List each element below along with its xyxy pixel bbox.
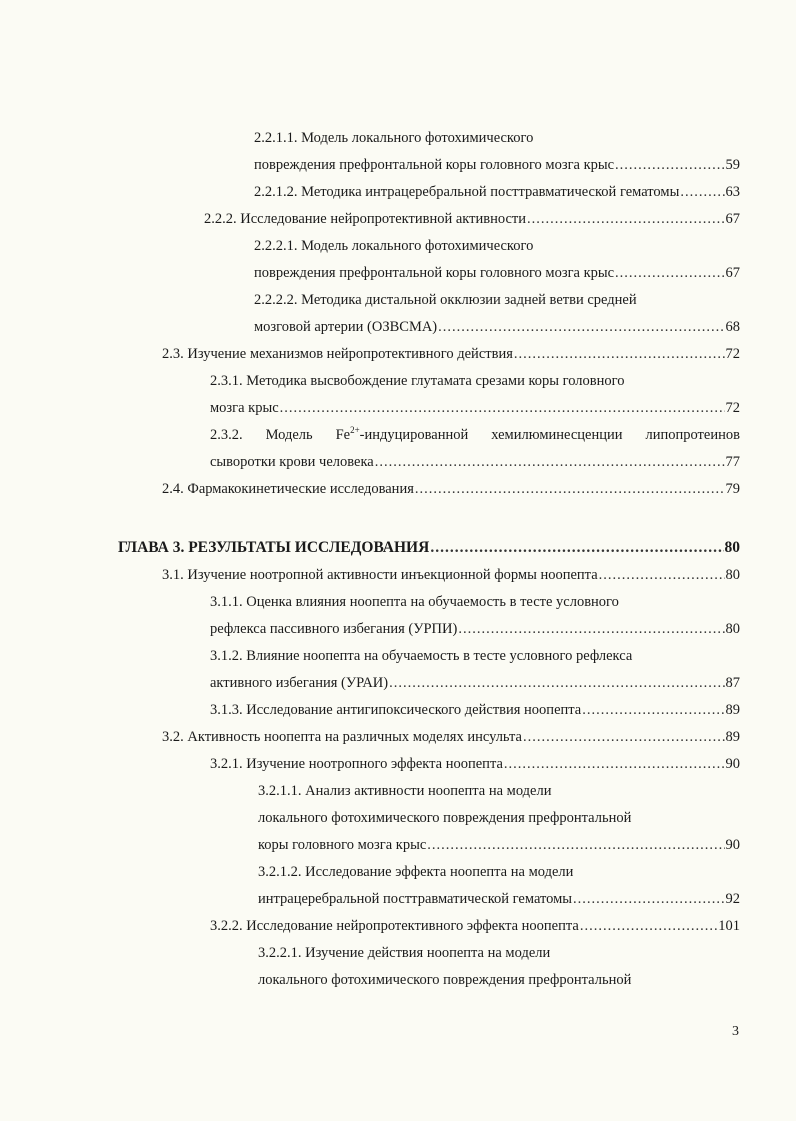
toc-entry: коры головного мозга крыс ..... 90 [258, 833, 740, 857]
toc-entry-text: 2.2.2.2. Методика дистальной окклюзии задней ветви средней [254, 292, 637, 308]
toc-entry-text: 2.2.2.1. Модель локального фотохимического [254, 238, 534, 254]
toc-entry-text: 3.1.1. Оценка влияния ноопепта на обучаемость в тесте условного [210, 594, 619, 610]
toc-entry: 2.4. Фармакокинетические исследования ..... 79 [162, 477, 740, 501]
toc-entry-text: 3.2.2.1. Изучение действия ноопепта на модели [258, 945, 551, 961]
toc-entry-text: 2.3.1. Методика высвобождение глутамата срезами коры головного [210, 373, 625, 389]
toc-entry: 3.2.1. Изучение ноотропного эффекта ноопепта ..... 90 [210, 752, 740, 776]
toc-entry: повреждения префронтальной коры головного мозга крыс ..... 67 [254, 261, 740, 285]
toc-entry: 3.1. Изучение ноотропной активности инъекционной формы ноопепта ..... 80 [162, 563, 740, 587]
toc-entry: повреждения префронтальной коры головного мозга крыс ..... 59 [254, 153, 740, 177]
toc-entry: мозга крыс ..... 72 [210, 396, 740, 420]
toc-chapter-entry: ГЛАВА 3. РЕЗУЛЬТАТЫ ИССЛЕДОВАНИЯ ..... 80 [118, 536, 740, 560]
toc-entry-text: локального фотохимического повреждения префронтальной [258, 810, 632, 826]
toc-entry: интрацеребральной посттравматической гематомы ..... 92 [258, 887, 740, 911]
toc-entry: 2.3. Изучение механизмов нейропротективного действия ..... 72 [162, 342, 740, 366]
toc-entry-text: 3.1.2. Влияние ноопепта на обучаемость в тесте условного рефлекса [210, 648, 633, 664]
toc-entry-text: 2.3.2. Модель $Fe^{2+}$-индуцированной хемилюминесценции липопротеинов [210, 425, 740, 443]
toc-entry: сыворотки крови человека ..... 77 [210, 450, 740, 474]
toc-entry: рефлекса пассивного избегания (УРПИ) ..... 80 [210, 617, 740, 641]
toc-entry: 3.2. Активность ноопепта на различных моделях инсульта ..... 89 [162, 725, 740, 749]
toc-entry: мозговой артерии (ОЗВСМА) ..... 68 [254, 315, 740, 339]
toc-entry: 2.2.1.2. Методика интрацеребральной посттравматической гематомы ..... 63 [254, 180, 740, 204]
toc-entry: 3.1.3. Исследование антигипоксического действия ноопепта ..... 89 [210, 698, 740, 722]
toc-entry: 3.2.2. Исследование нейропротективного эффекта ноопепта ..... 101 [210, 914, 740, 938]
toc-entry-text: 2.2.1.1. Модель локального фотохимического [254, 130, 534, 146]
toc-entry: 2.2.2. Исследование нейропротективной активности ..... 67 [204, 207, 740, 231]
page-number: 3 [732, 1024, 739, 1039]
toc-entry-text: 3.2.1.1. Анализ активности ноопепта на модели [258, 783, 552, 799]
toc-entry-text: локального фотохимического повреждения префронтальной [258, 972, 632, 988]
toc-entry: активного избегания (УРАИ) ..... 87 [210, 671, 740, 695]
toc-entry-text: 3.2.1.2. Исследование эффекта ноопепта на модели [258, 864, 574, 880]
